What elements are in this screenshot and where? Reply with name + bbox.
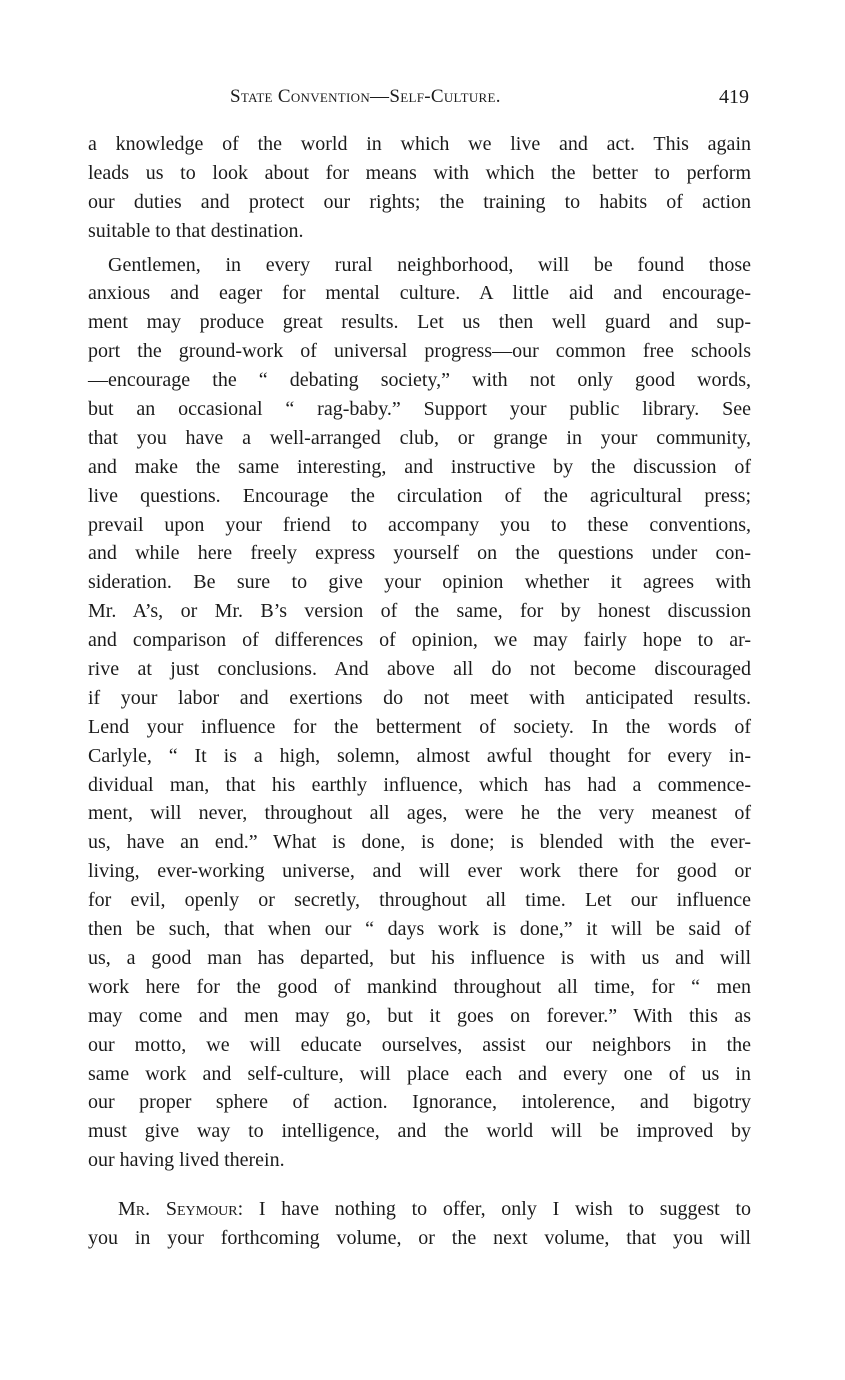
text-line: us, have an end.” What is done, is done; is blended with the ever-: [88, 831, 751, 854]
text-line: Mr. A’s, or Mr. B’s version of the same, for by honest discussion: [88, 600, 751, 623]
body-text: [88, 130, 751, 1253]
text-line: may come and men may go, but it goes on forever.” With this as: [88, 1004, 751, 1027]
text-line: Carlyle, “ It is a high, solemn, almost awful thought for every in-: [88, 744, 751, 767]
text-line: and while here freely express yourself on the questions under con-: [88, 542, 751, 565]
text-line: same work and self-culture, will place each and every one of us in: [88, 1062, 751, 1085]
text-line: for evil, openly or secretly, throughout all time. Let our influence: [88, 889, 751, 912]
page-number: 419: [719, 86, 749, 108]
paragraph-1: [88, 130, 751, 246]
text-line: and make the same interesting, and instructive by the discussion of: [88, 455, 751, 478]
text-line: that you have a well-arranged club, or grange in your community,: [88, 426, 751, 449]
speech-text: : I have nothing to offer, only I wish to suggest to: [237, 1198, 751, 1221]
text-line: dividual man, that his earthly influence, which has had a commence-: [88, 773, 751, 796]
text-line: but an occasional “ rag-baby.” Support your public library. See: [88, 398, 751, 421]
text-line: our duties and protect our rights; the training to habits of action: [88, 190, 751, 213]
text-line: you in your forthcoming volume, or the next volume, that you will: [88, 1226, 751, 1249]
running-title: State Convention—Self-Culture.: [230, 86, 501, 107]
text-line: must give way to intelligence, and the world will be improved by: [88, 1120, 751, 1143]
text-line: work here for the good of mankind throughout all time, for “ men: [88, 975, 751, 998]
text-line: Gentlemen, in every rural neighborhood, will be found those: [108, 253, 751, 276]
text-line: anxious and eager for mental culture. A little aid and encourage-: [88, 282, 751, 305]
paragraph-2: [88, 251, 751, 1176]
text-line: port the ground-work of universal progress—our common free schools: [88, 340, 751, 363]
text-line: ment, will never, throughout all ages, were he the very meanest of: [88, 802, 751, 825]
text-line: us, a good man has departed, but his influence is with us and will: [88, 946, 751, 969]
running-head: [88, 86, 753, 116]
text-line: rive at just conclusions. And above all do not become discouraged: [88, 658, 751, 681]
text-line: and comparison of differences of opinion, we may fairly hope to ar-: [88, 629, 751, 652]
text-line: sideration. Be sure to give your opinion whether it agrees with: [88, 571, 751, 594]
text-line: a knowledge of the world in which we live and act. This again: [88, 133, 751, 155]
text-line: —encourage the “ debating society,” with not only good words,: [88, 369, 751, 392]
text-line: leads us to look about for means with which the better to perform: [88, 161, 751, 184]
text-line: Lend your influence for the betterment of society. In the words of: [88, 715, 751, 738]
text-line: our proper sphere of action. Ignorance, intolerence, and bigotry: [88, 1091, 751, 1114]
text-line: suitable to that destination.: [88, 219, 304, 242]
speaker-name: Mr. Seymour: [118, 1198, 238, 1221]
text-line: [88, 1195, 751, 1224]
text-line: our having lived therein.: [88, 1149, 285, 1172]
text-line: living, ever-working universe, and will ever work there for good or: [88, 860, 751, 883]
text-line: ment may produce great results. Let us then well guard and sup-: [88, 311, 751, 334]
paragraph-3: [88, 1195, 751, 1253]
text-line: live questions. Encourage the circulation of the agricultural press;: [88, 484, 751, 507]
text-line: our motto, we will educate ourselves, assist our neighbors in the: [88, 1033, 751, 1056]
text-line: prevail upon your friend to accompany you to these conventions,: [88, 513, 751, 536]
text-line: then be such, that when our “ days work is done,” it will be said of: [88, 918, 751, 941]
text-line: if your labor and exertions do not meet with anticipated results.: [88, 686, 751, 709]
